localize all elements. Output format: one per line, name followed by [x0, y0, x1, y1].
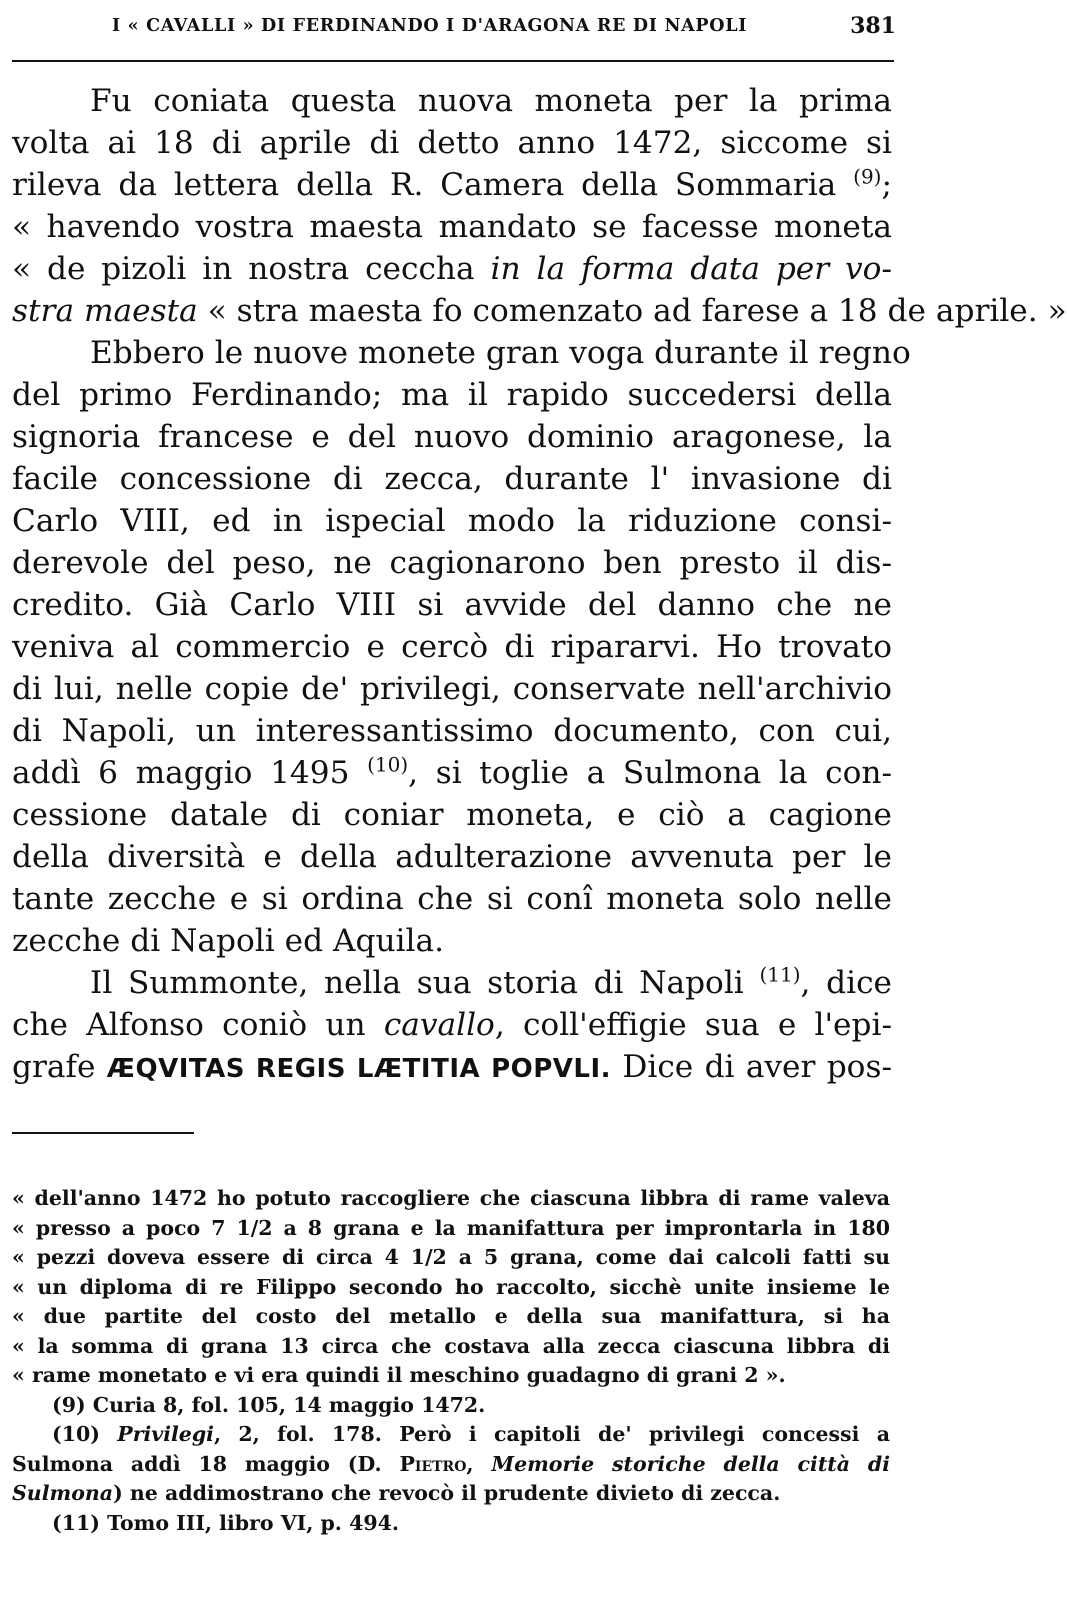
footnote-line: « presso a poco 7 1/2 a 8 grana e la manifattura per improntarla in 180 — [12, 1215, 890, 1240]
footnote-line: « pezzi doveva essere di circa 4 1/2 a 5 grana, come dai calcoli fatti su — [12, 1245, 890, 1269]
body-line: grafe ÆQVITAS REGIS LÆTITIA POPVLI. Dice di aver pos- — [12, 1049, 893, 1085]
footnote-ref-9[interactable]: (9) — [853, 164, 882, 189]
italic-word: cavallo — [383, 1007, 495, 1043]
body-line: Il Summonte, nella sua storia di Napoli $^{(11)}$, dice — [90, 962, 892, 1001]
footnote-10-cont: Sulmona) ne addimostrano che revocò il prudente divieto di zecca. — [12, 1481, 781, 1505]
body-line: volta ai 18 di aprile di detto anno 1472, siccome si — [12, 125, 892, 161]
body-line: Fu coniata questa nuova moneta per la prima — [90, 83, 892, 119]
header-rule — [12, 60, 894, 62]
body-line: veniva al commercio e cercò di ripararvi. Ho trovato — [12, 629, 892, 665]
body-line: di Napoli, un interessantissimo documento, con cui, — [12, 713, 892, 749]
main-text — [12, 80, 1067, 1088]
body-line: « havendo vostra maesta mandato se facesse moneta — [12, 209, 892, 245]
body-line: signoria francese e del nuovo dominio aragonese, la — [12, 419, 892, 455]
body-line: facile concessione di zecca, durante l' invasione di — [12, 461, 892, 497]
book-title: Memorie storiche della città di — [491, 1451, 891, 1476]
running-head — [12, 10, 896, 42]
body-line: che Alfonso coniò un cavallo, coll'effigie sua e l'epi- — [12, 1007, 892, 1043]
footnote-rule — [12, 1132, 194, 1134]
body-line: zecche di Napoli ed Aquila. — [12, 923, 444, 959]
body-line: credito. Già Carlo VIII si avvide del danno che ne — [12, 587, 892, 623]
body-line: rileva da lettera della R. Camera della Sommaria $^{(9)}$; — [12, 164, 892, 203]
book-title: Sulmona — [12, 1481, 114, 1505]
italic-quote: stra maesta — [12, 293, 198, 329]
footnote-10-cont: Sulmona addì 18 maggio (D. Pietro, Memorie storiche della città di — [12, 1451, 891, 1476]
footnote-line: « due partite del costo del metallo e della sua manifattura, si ha — [12, 1304, 890, 1328]
body-line: Carlo VIII, ed in ispecial modo la riduzione consi- — [12, 503, 892, 539]
running-head-title: I « CAVALLI » DI FERDINANDO I D'ARAGONA RE DI NAPOLI — [112, 16, 748, 36]
italic-quote: in la forma data per vo- — [490, 251, 892, 287]
body-line: derevole del peso, ne cagionarono ben presto il dis- — [12, 545, 892, 581]
footnote-line: « dell'anno 1472 ho potuto raccogliere che ciascuna libbra di rame valeva — [12, 1186, 890, 1210]
footnote-9: (9) Curia 8, fol. 105, 14 maggio 1472. — [52, 1392, 486, 1417]
footnote-line: « la somma di grana 13 circa che costava alla zecca ciascuna libbra di — [12, 1333, 890, 1358]
footnote-line: « rame monetato e vi era quindi il meschino guadagno di grani 2 ». — [12, 1363, 786, 1387]
footnote-11: (11) Tomo III, libro VI, p. 494. — [52, 1510, 400, 1535]
body-line: addì 6 maggio 1495 $^{(10)}$, si toglie a Sulmona la con- — [12, 752, 892, 791]
body-line: tante zecche e si ordina che si conî moneta solo nelle — [12, 881, 892, 917]
coin-legend: ÆQVITAS REGIS LÆTITIA POPVLI. — [106, 1054, 612, 1084]
footnotes — [12, 1184, 890, 1538]
body-line: della diversità e della adulterazione avvenuta per le — [12, 839, 892, 875]
footnote-ref-11[interactable]: (11) — [759, 962, 801, 987]
body-line: cessione datale di coniar moneta, e ciò a cagione — [12, 797, 892, 833]
body-line: del primo Ferdinando; ma il rapido succedersi della — [12, 377, 892, 413]
body-line: Ebbero le nuove monete gran voga durante il regno — [90, 335, 911, 371]
body-line: « de pizoli in nostra ceccha in la forma data per vo- — [12, 251, 892, 287]
footnote-10: (10) Privilegi, 2, fol. 178. Però i capitoli de' privilegi concessi a — [52, 1422, 890, 1446]
page-number: 381 — [850, 13, 896, 39]
footnote-ref-10[interactable]: (10) — [367, 752, 409, 777]
footnote-line: « un diploma di re Filippo secondo ho raccolto, sicchè unite insieme le — [12, 1274, 890, 1299]
author-name: Pietro — [399, 1451, 467, 1476]
body-line: di lui, nelle copie de' privilegi, conservate nell'archivio — [12, 671, 892, 707]
body-line: stra maesta « stra maesta fo comenzato ad farese a 18 de aprile. » — [12, 293, 1067, 329]
